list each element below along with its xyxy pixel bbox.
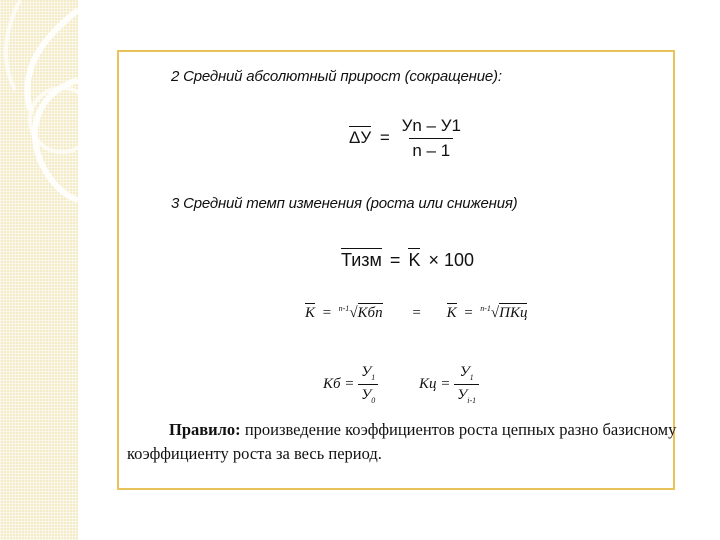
formula-root-middle-eq: = [412,305,421,321]
formula-root-left-radicand: Kбn [357,305,383,321]
formula-delta-numerator: Уn – У1 [401,116,461,135]
formula-chain-coefficient [419,364,479,405]
rule-text-line-1: произведение коэффициентов роста цепных разно базисному [240,420,677,439]
rule-line-1 [169,420,676,440]
slide-frame [117,50,675,490]
formula-root-right-radicand: ΠKц [499,305,528,321]
formula-root-left-eq: = [321,305,332,321]
formula-base-coefficient [323,364,378,405]
formula-kc-label: Kц = [419,375,451,392]
formula-delta-fraction [399,116,464,161]
formula-kb-fraction [358,364,378,405]
heading-average-rate-change: 3 Средний темп изменения (роста или снижения) [171,195,518,212]
decorative-swirl [0,0,78,540]
formula-kc-fraction [454,364,479,405]
formula-delta-lhs: ΔУ [349,127,372,147]
formula-root-right-eq: = [463,305,474,321]
radical-icon: √ [490,305,500,321]
formula-kc-den: У [457,387,468,403]
formula-t-variable: Тизм [341,250,382,270]
formula-kb-den-sub: 0 [371,396,376,405]
formula-delta-denominator: n – 1 [409,138,453,161]
formula-kc-num-sub: 1 [469,373,474,382]
formula-root-right-k: K [446,305,457,321]
formula-t-k: K [408,250,421,270]
formula-kc-num: У [459,364,470,380]
formula-root-right-index: n-1 [480,304,491,313]
formula-kb-label: Kб = [323,375,355,392]
formula-kb-num-sub: 1 [371,373,376,382]
heading-average-absolute-growth: 2 Средний абсолютный прирост (сокращение): [171,68,502,85]
formula-t-times: × 100 [428,250,475,270]
formula-k-roots [305,304,527,322]
rule-text-line-2: коэффициенту роста за весь период. [127,444,382,463]
formula-rate-change [341,250,474,271]
formula-kb-den: У [361,387,372,403]
formula-kc-den-sub: i-1 [467,396,477,405]
formula-root-left-k: K [305,305,316,321]
formula-delta-eq: = [379,127,390,147]
formula-kb-num: У [361,364,372,380]
formula-average-absolute-growth [349,116,464,161]
formula-t-eq: = [389,250,401,270]
radical-icon: √ [349,305,358,321]
formula-root-left-index: n-1 [338,304,350,313]
decorative-side-strip [0,0,78,540]
rule-label: Правило: [169,420,241,439]
